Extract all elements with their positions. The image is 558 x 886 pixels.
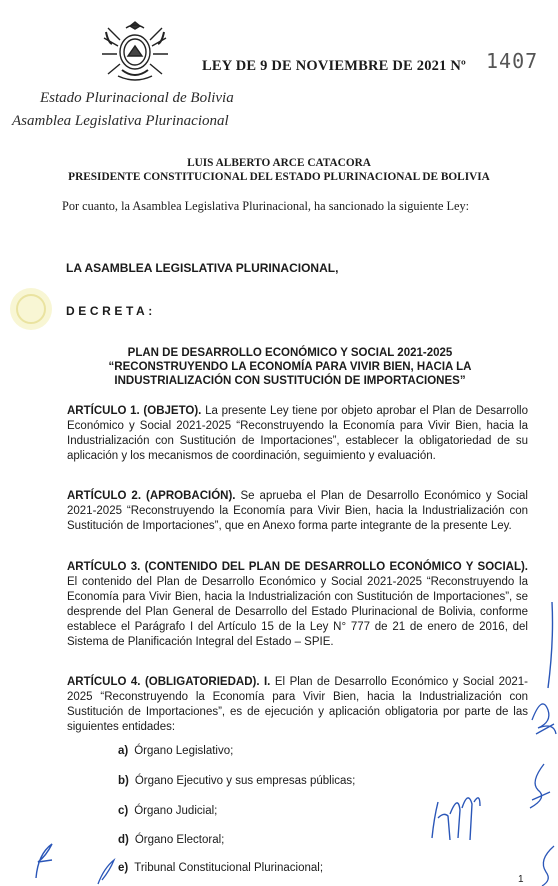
list-text: Tribunal Constitucional Plurinacional;	[134, 862, 324, 874]
page-number: 1	[518, 874, 524, 885]
article-heading: ARTÍCULO 3. (CONTENIDO DEL PLAN DE DESARROLLO ECONÓMICO Y SOCIAL).	[67, 561, 528, 573]
list-text: Órgano Legislativo;	[134, 745, 234, 757]
list-letter: c)	[118, 805, 129, 817]
plan-title-line: INDUSTRIALIZACIÓN CON SUSTITUCIÓN DE IMPORTACIONES”	[114, 375, 466, 387]
decree-heading: DECRETA:	[66, 304, 156, 318]
signature-mark	[428, 788, 484, 844]
assembly-declaration: LA ASAMBLEA LEGISLATIVA PLURINACIONAL,	[66, 261, 339, 275]
assembly-name: Asamblea Legislativa Plurinacional	[12, 113, 229, 129]
signature-mark	[28, 840, 58, 880]
article-body: El Plan de Desarrollo Económico y Social 2021-2025 “Reconstruyendo la Economía para Vivir Bien, hacia la Industrialización con Sustitución de Importaciones”, es de ejecución y aplicación obligatoria por parte de las siguientes entidades:	[67, 676, 529, 733]
article-4	[67, 675, 528, 735]
list-letter: d)	[118, 834, 129, 846]
president-role: PRESIDENTE CONSTITUCIONAL DEL ESTADO PLURINACIONAL DE BOLIVIA	[68, 171, 490, 183]
article-3	[67, 560, 528, 650]
list-text: Órgano Ejecutivo y sus empresas públicas;	[134, 775, 356, 787]
article-heading: ARTÍCULO 2. (APROBACIÓN).	[67, 490, 236, 502]
article-body: Se aprueba el Plan de Desarrollo Económico y Social 2021-2025 “Reconstruyendo la Economía para Vivir Bien, hacia la Industrialización con Sustitución de Importaciones”, que en Anexo forma parte integrante de la presente Ley.	[67, 490, 528, 532]
list-item	[118, 775, 355, 787]
signature-mark	[526, 760, 556, 810]
whereas-clause: Por cuanto, la Asamblea Legislativa Plurinacional, ha sancionado la siguiente Ley:	[62, 199, 470, 213]
article-1	[67, 404, 528, 464]
list-item	[118, 745, 233, 757]
list-letter: b)	[118, 775, 129, 787]
signature-mark	[94, 856, 124, 886]
list-text: Órgano Judicial;	[134, 805, 218, 817]
article-2	[67, 489, 528, 534]
seal-icon	[8, 286, 54, 332]
law-title: LEY DE 9 DE NOVIEMBRE DE 2021 Nº	[202, 58, 467, 74]
law-number: 1407	[486, 49, 539, 73]
list-text: Órgano Electoral;	[134, 834, 225, 846]
coat-of-arms-icon	[100, 18, 170, 84]
signature-mark	[536, 600, 558, 690]
signature-mark	[536, 842, 558, 886]
article-body: El contenido del Plan de Desarrollo Económico y Social 2021-2025 “Reconstruyendo la Economía para Vivir Bien, hacia la Industrialización con Sustitución de Importaciones”, se desprende del Plan General de Desarrollo del Estado Plurinacional de Bolivia, conforme establece el Parágrafo I del Artículo 15 de la Ley N° 777 de 21 de enero de 2016, del Sistema de Planificación Integral del Estado – SPIE.	[67, 576, 528, 648]
signature-mark	[528, 690, 558, 740]
list-item	[118, 834, 224, 846]
list-item	[118, 805, 217, 817]
article-heading: ARTÍCULO 1. (OBJETO).	[67, 405, 202, 417]
plan-title-line: PLAN DE DESARROLLO ECONÓMICO Y SOCIAL 2021-2025	[127, 347, 453, 359]
article-heading: ARTÍCULO 4. (OBLIGATORIEDAD). I.	[67, 676, 271, 688]
plan-title-line: “RECONSTRUYENDO LA ECONOMÍA PARA VIVIR BIEN, HACIA LA	[108, 361, 472, 373]
president-name: LUIS ALBERTO ARCE CATACORA	[187, 157, 371, 169]
list-letter: e)	[118, 862, 129, 874]
state-name: Estado Plurinacional de Bolivia	[40, 90, 234, 106]
list-item	[118, 862, 323, 874]
article-body: La presente Ley tiene por objeto aprobar el Plan de Desarrollo Económico y Social 2021-2025 “Reconstruyendo la Economía para Vivir Bien, hacia la Industrialización con Sustitución de Importaciones”, establecer la obligatoriedad de su aplicación y los mecanismos de coordinación, seguimiento y evaluación.	[67, 405, 528, 462]
list-letter: a)	[118, 745, 129, 757]
